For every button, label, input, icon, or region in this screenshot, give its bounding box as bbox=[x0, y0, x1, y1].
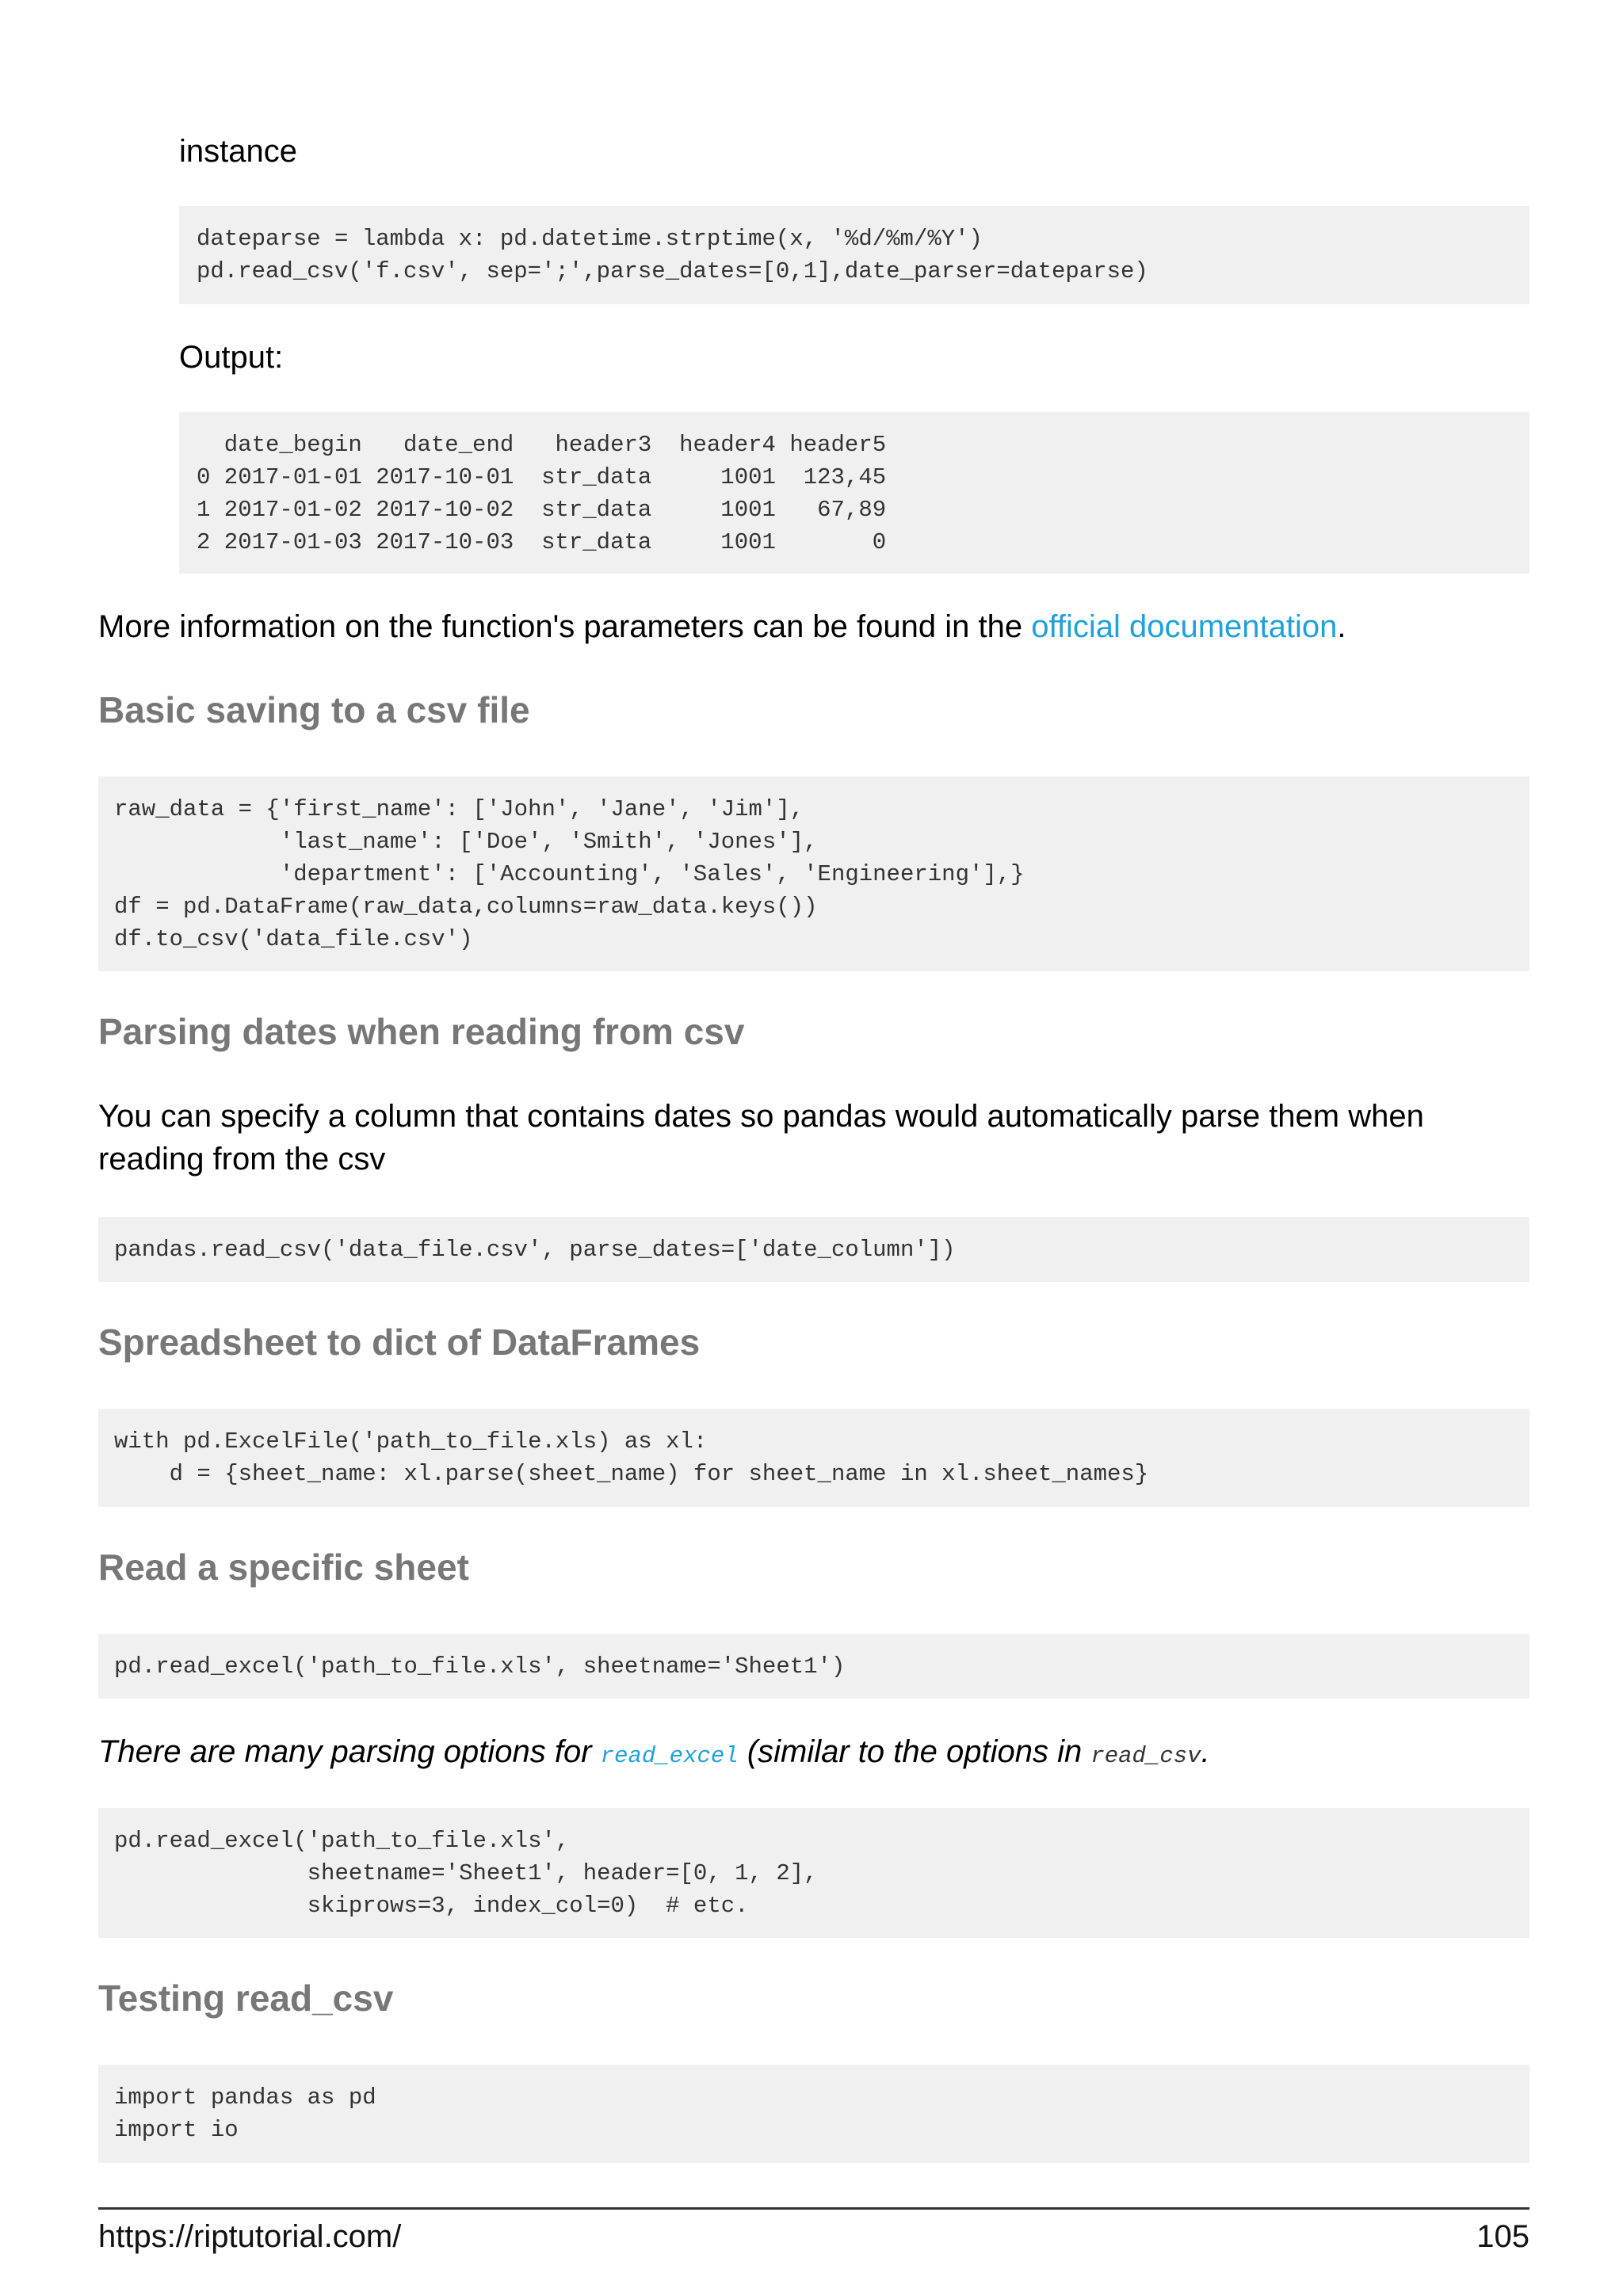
more-info-paragraph bbox=[98, 605, 1346, 648]
code-block-dateparse: dateparse = lambda x: pd.datetime.strptime(x, '%d/%m/%Y') pd.read_csv('f.csv', sep=';',parse_dates=[0,1],date_parser=dateparse) bbox=[179, 206, 1529, 304]
heading-read-sheet: Read a specific sheet bbox=[98, 1547, 469, 1588]
read-sheet-note-middle: (similar to the options in bbox=[738, 1734, 1091, 1769]
read-csv-inline-code: read_csv bbox=[1090, 1743, 1201, 1769]
more-info-period: . bbox=[1337, 609, 1346, 644]
code-block-testing: import pandas as pd import io bbox=[98, 2065, 1529, 2163]
heading-spreadsheet-dict: Spreadsheet to dict of DataFrames bbox=[98, 1322, 701, 1363]
code-block-spreadsheet-dict: with pd.ExcelFile('path_to_file.xls) as xl: d = {sheet_name: xl.parse(sheet_name) for sheet_name in xl.sheet_names} bbox=[98, 1409, 1529, 1507]
official-documentation-link[interactable]: official documentation bbox=[1031, 609, 1338, 644]
read-excel-link[interactable]: read_excel bbox=[600, 1743, 739, 1769]
heading-parsing-dates: Parsing dates when reading from csv bbox=[98, 1011, 745, 1052]
code-block-parsing-dates: pandas.read_csv('data_file.csv', parse_dates=['date_column']) bbox=[98, 1217, 1529, 1282]
output-label: Output: bbox=[179, 340, 284, 375]
parsing-dates-paragraph-line1: You can specify a column that contains dates so pandas would automatically parse them when bbox=[98, 1099, 1424, 1134]
read-sheet-note-text: There are many parsing options for bbox=[98, 1734, 601, 1769]
more-info-text: More information on the function's parameters can be found in the bbox=[98, 609, 1032, 644]
code-block-basic-saving: raw_data = {'first_name': ['John', 'Jane', 'Jim'], 'last_name': ['Doe', 'Smith', 'Jones'], 'department': ['Accounting', 'Sales', 'Engineering'],} df = pd.DataFrame(raw_data,columns=raw_data.keys()) df.to_csv('data_file.csv') bbox=[98, 776, 1529, 971]
page-number: 105 bbox=[1476, 2219, 1529, 2254]
code-block-read-excel-options: pd.read_excel('path_to_file.xls', sheetname='Sheet1', header=[0, 1, 2], skiprows=3, index_col=0) # etc. bbox=[98, 1808, 1529, 1938]
code-block-read-sheet: pd.read_excel('path_to_file.xls', sheetname='Sheet1') bbox=[98, 1634, 1529, 1699]
footer-divider bbox=[98, 2207, 1529, 2210]
intro-text: instance bbox=[179, 134, 297, 169]
read-sheet-note bbox=[98, 1730, 1210, 1778]
footer-url: https://riptutorial.com/ bbox=[98, 2219, 402, 2254]
parsing-dates-paragraph-line2: reading from the csv bbox=[98, 1142, 386, 1177]
code-block-output: date_begin date_end header3 header4 header5 0 2017-01-01 2017-10-01 str_data 1001 123,45 1 2017-01-02 2017-10-02 str_data 1001 67,89 2 2017-01-03 2017-10-03 str_data 1001 0 bbox=[179, 412, 1529, 574]
heading-testing-read-csv: Testing read_csv bbox=[98, 1978, 394, 2019]
heading-basic-saving: Basic saving to a csv file bbox=[98, 689, 530, 730]
read-sheet-note-end: . bbox=[1201, 1734, 1210, 1769]
